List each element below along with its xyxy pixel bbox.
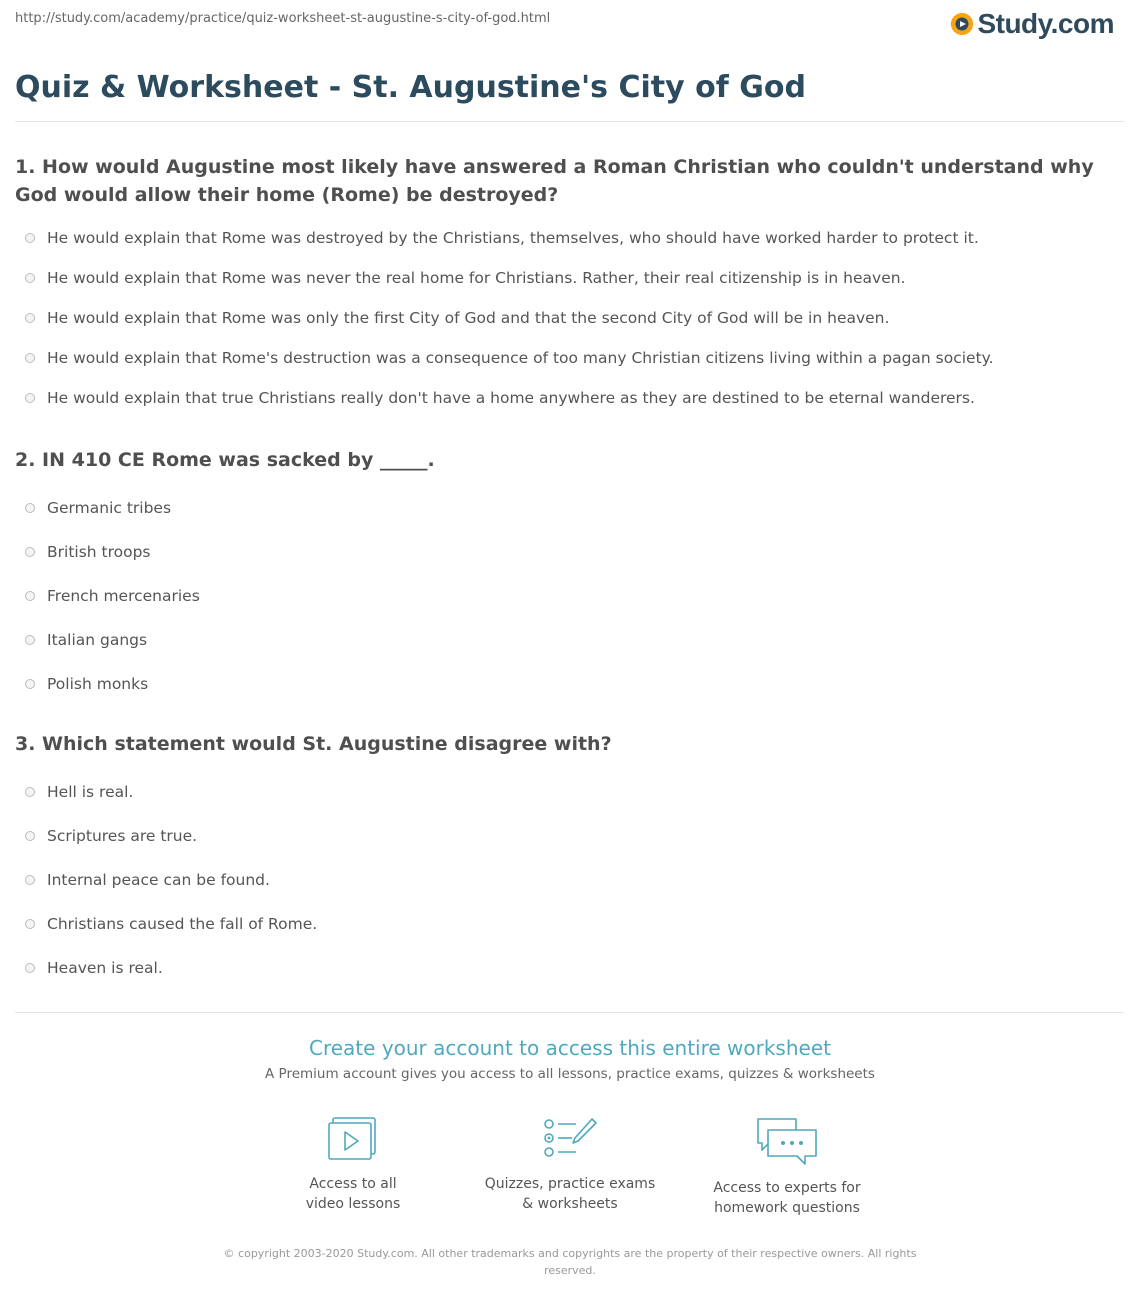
radio-button[interactable]	[25, 635, 35, 645]
video-lesson-icon	[327, 1116, 379, 1162]
logo-text: Study.com	[977, 8, 1114, 39]
chat-bubbles-icon	[755, 1116, 819, 1166]
answer-option[interactable]	[15, 946, 1125, 990]
cta-subtitle: A Premium account gives you access to all lessons, practice exams, quizzes & worksheets	[265, 1066, 875, 1082]
option-label: British troops	[47, 543, 151, 561]
answer-option[interactable]	[15, 770, 1125, 814]
option-label: He would explain that Rome was never the real home for Christians. Rather, their real citizenship is in heaven.	[47, 269, 906, 287]
radio-button[interactable]	[25, 313, 35, 323]
radio-button[interactable]	[25, 919, 35, 929]
radio-button[interactable]	[25, 963, 35, 973]
answer-option[interactable]	[15, 814, 1125, 858]
answer-option[interactable]	[15, 902, 1125, 946]
title-divider	[15, 121, 1124, 122]
feature-experts	[679, 1116, 896, 1218]
answer-option[interactable]	[15, 530, 1125, 574]
cta-title-link[interactable]: Create your account to access this entire worksheet	[309, 1036, 831, 1060]
option-label: Hell is real.	[47, 783, 134, 801]
radio-button[interactable]	[25, 875, 35, 885]
option-label: He would explain that Rome was destroyed by the Christians, themselves, who should have worked harder to protect it.	[47, 229, 979, 247]
cta-divider	[15, 1012, 1124, 1013]
page-title: Quiz & Worksheet - St. Augustine's City of God	[15, 70, 806, 105]
answer-options	[15, 486, 1125, 706]
feature-label-line2: & worksheets	[522, 1196, 618, 1212]
feature-label-line2: homework questions	[714, 1200, 860, 1216]
option-label: Germanic tribes	[47, 499, 172, 517]
play-logo-icon	[951, 13, 973, 35]
option-label: Scriptures are true.	[47, 827, 198, 845]
radio-button[interactable]	[25, 831, 35, 841]
radio-button[interactable]	[25, 233, 35, 243]
feature-label-line1: Quizzes, practice exams	[484, 1176, 656, 1192]
question-text: 2. IN 410 CE Rome was sacked by _____.	[15, 449, 435, 471]
feature-quizzes	[462, 1116, 679, 1218]
question-text: 1. How would Augustine most likely have answered a Roman Christian who couldn't understand why God would allow their home (Rome) be destroyed?	[15, 156, 1094, 206]
question-text: 3. Which statement would St. Augustine disagree with?	[15, 733, 612, 755]
radio-button[interactable]	[25, 679, 35, 689]
option-label: Internal peace can be found.	[47, 871, 270, 889]
radio-button[interactable]	[25, 787, 35, 797]
option-label: French mercenaries	[47, 587, 200, 605]
answer-option[interactable]	[15, 662, 1125, 706]
page-url: http://study.com/academy/practice/quiz-worksheet-st-augustine-s-city-of-god.html	[15, 11, 551, 26]
option-label: He would explain that true Christians really don't have a home anywhere as they are destined to be eternal wanderers.	[47, 389, 975, 407]
question-2	[15, 446, 1125, 706]
option-label: He would explain that Rome was only the first City of God and that the second City of God will be in heaven.	[47, 309, 890, 327]
answer-option[interactable]	[15, 858, 1125, 902]
answer-option[interactable]	[15, 618, 1125, 662]
copyright-notice	[220, 1245, 920, 1279]
question-1	[15, 153, 1125, 418]
radio-button[interactable]	[25, 353, 35, 363]
answer-option[interactable]	[15, 298, 1125, 338]
answer-option[interactable]	[15, 338, 1125, 378]
feature-label-line1: Access to experts for	[713, 1180, 861, 1196]
feature-label-line2: video lessons	[305, 1196, 401, 1212]
radio-button[interactable]	[25, 503, 35, 513]
radio-button[interactable]	[25, 591, 35, 601]
question-3	[15, 730, 1125, 990]
answer-options	[15, 218, 1125, 418]
feature-label-line1: Access to all	[309, 1176, 397, 1192]
radio-button[interactable]	[25, 547, 35, 557]
answer-option[interactable]	[15, 574, 1125, 618]
premium-features	[0, 1116, 1140, 1218]
answer-option[interactable]	[15, 486, 1125, 530]
signup-cta	[0, 1036, 1140, 1082]
option-label: Heaven is real.	[47, 959, 163, 977]
feature-video-lessons	[245, 1116, 462, 1218]
option-label: Polish monks	[47, 675, 149, 693]
radio-button[interactable]	[25, 273, 35, 283]
option-label: Italian gangs	[47, 631, 148, 649]
study-logo[interactable]	[951, 8, 1114, 40]
answer-option[interactable]	[15, 258, 1125, 298]
copyright-line1: © copyright 2003-2020 Study.com. All other trademarks and copyrights are the property of their respective owners. All rights	[223, 1247, 917, 1260]
answer-option[interactable]	[15, 218, 1125, 258]
option-label: He would explain that Rome's destruction was a consequence of too many Christian citizens living within a pagan society.	[47, 349, 994, 367]
answer-option[interactable]	[15, 378, 1125, 418]
copyright-line2: reserved.	[544, 1264, 596, 1277]
option-label: Christians caused the fall of Rome.	[47, 915, 318, 933]
quiz-checklist-icon	[542, 1116, 598, 1162]
answer-options	[15, 770, 1125, 990]
radio-button[interactable]	[25, 393, 35, 403]
